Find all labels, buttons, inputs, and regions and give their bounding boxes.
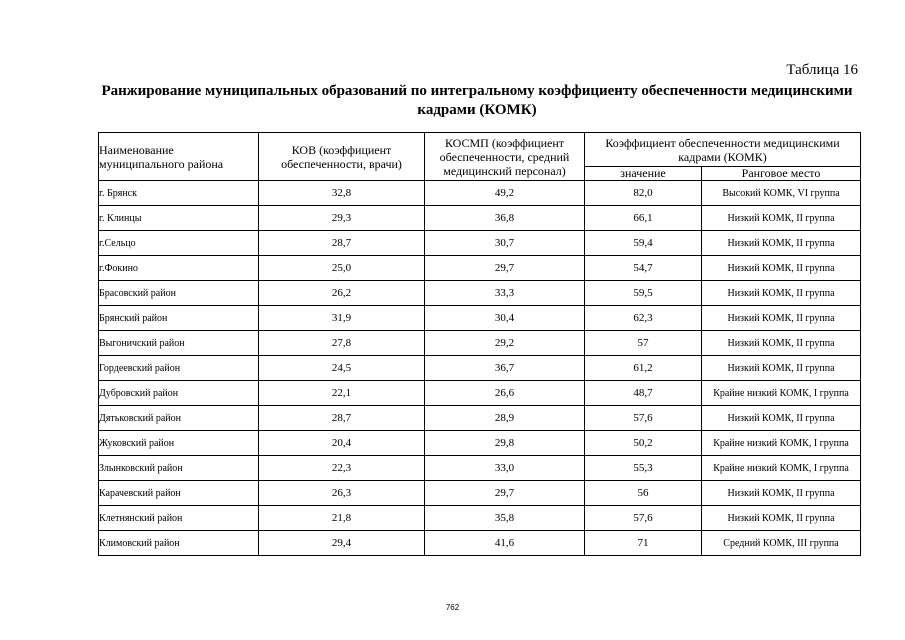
cell-kov: 21,8 [259,506,425,531]
cell-name: Дубровский район [99,381,259,406]
cell-kosmp: 29,2 [425,331,585,356]
cell-rank: Высокий КОМК, VI группа [702,181,861,206]
cell-rank: Низкий КОМК, II группа [702,356,861,381]
cell-rank: Средний КОМК, III группа [702,531,861,556]
table-row [99,456,861,481]
cell-komk-value: 54,7 [585,256,702,281]
cell-kosmp: 26,6 [425,381,585,406]
cell-kov: 26,2 [259,281,425,306]
cell-kosmp: 35,8 [425,506,585,531]
cell-kosmp: 29,7 [425,481,585,506]
table-number: Таблица 16 [786,62,858,78]
table-row [99,256,861,281]
cell-rank: Низкий КОМК, II группа [702,506,861,531]
page-number: 762 [445,603,460,612]
cell-komk-value: 57,6 [585,406,702,431]
cell-kov: 28,7 [259,231,425,256]
cell-komk-value: 57,6 [585,506,702,531]
cell-komk-value: 59,4 [585,231,702,256]
cell-name: Дятьковский район [99,406,259,431]
cell-komk-value: 82,0 [585,181,702,206]
cell-kosmp: 29,8 [425,431,585,456]
cell-kov: 32,8 [259,181,425,206]
cell-kov: 26,3 [259,481,425,506]
table-row [99,381,861,406]
table-row [99,306,861,331]
cell-rank: Крайне низкий КОМК, I группа [702,431,861,456]
cell-name: г.Фокино [99,256,259,281]
table-row [99,231,861,256]
cell-name: Брянский район [99,306,259,331]
cell-name: Клетнянский район [99,506,259,531]
header-rank: Ранговое место [702,167,861,181]
cell-kov: 22,1 [259,381,425,406]
cell-kosmp: 36,7 [425,356,585,381]
cell-name: Карачевский район [99,481,259,506]
table-row [99,481,861,506]
cell-kosmp: 30,4 [425,306,585,331]
cell-komk-value: 56 [585,481,702,506]
cell-komk-value: 66,1 [585,206,702,231]
cell-komk-value: 62,3 [585,306,702,331]
cell-rank: Низкий КОМК, II группа [702,331,861,356]
cell-komk-value: 59,5 [585,281,702,306]
cell-name: г. Брянск [99,181,259,206]
cell-rank: Низкий КОМК, II группа [702,306,861,331]
cell-kov: 20,4 [259,431,425,456]
table-row [99,331,861,356]
cell-kov: 24,5 [259,356,425,381]
table-row [99,431,861,456]
cell-rank: Низкий КОМК, II группа [702,281,861,306]
header-kosmp: КОСМП (коэффициент обеспеченности, средний медицинский персонал) [425,133,585,181]
cell-kosmp: 41,6 [425,531,585,556]
cell-rank: Низкий КОМК, II группа [702,481,861,506]
cell-kov: 22,3 [259,456,425,481]
cell-kosmp: 30,7 [425,231,585,256]
cell-kov: 28,7 [259,406,425,431]
table-row [99,506,861,531]
table-body [99,181,861,556]
cell-komk-value: 61,2 [585,356,702,381]
cell-name: г. Клинцы [99,206,259,231]
table-row [99,406,861,431]
cell-rank: Низкий КОМК, II группа [702,206,861,231]
cell-name: Климовский район [99,531,259,556]
table-row [99,356,861,381]
cell-kov: 27,8 [259,331,425,356]
table-row [99,531,861,556]
cell-rank: Низкий КОМК, II группа [702,406,861,431]
cell-rank: Низкий КОМК, II группа [702,256,861,281]
cell-name: Жуковский район [99,431,259,456]
cell-kosmp: 33,3 [425,281,585,306]
header-value: значение [585,167,702,181]
cell-rank: Низкий КОМК, II группа [702,231,861,256]
cell-kosmp: 33,0 [425,456,585,481]
cell-kov: 29,3 [259,206,425,231]
cell-name: Брасовский район [99,281,259,306]
cell-kosmp: 29,7 [425,256,585,281]
header-komk: Коэффициент обеспеченности медицинскими кадрами (КОМК) [585,133,861,167]
table-row [99,281,861,306]
cell-name: Выгоничский район [99,331,259,356]
header-name: Наименование муниципального района [99,133,259,181]
cell-name: Злынковский район [99,456,259,481]
cell-komk-value: 71 [585,531,702,556]
document-title: Ранжирование муниципальных образований по интегральному коэффициенту обеспеченности медицинскими кадрами (КОМК) [101,83,853,118]
cell-kosmp: 28,9 [425,406,585,431]
table-row [99,206,861,231]
cell-rank: Крайне низкий КОМК, I группа [702,381,861,406]
header-kov: КОВ (коэффициент обеспеченности, врачи) [259,133,425,181]
cell-komk-value: 55,3 [585,456,702,481]
table-row [99,181,861,206]
cell-komk-value: 57 [585,331,702,356]
cell-komk-value: 48,7 [585,381,702,406]
cell-komk-value: 50,2 [585,431,702,456]
cell-name: г.Сельцо [99,231,259,256]
cell-kov: 29,4 [259,531,425,556]
cell-kosmp: 49,2 [425,181,585,206]
komk-ranking-table [98,132,861,556]
cell-kov: 31,9 [259,306,425,331]
cell-kosmp: 36,8 [425,206,585,231]
cell-kov: 25,0 [259,256,425,281]
cell-rank: Крайне низкий КОМК, I группа [702,456,861,481]
cell-name: Гордеевский район [99,356,259,381]
